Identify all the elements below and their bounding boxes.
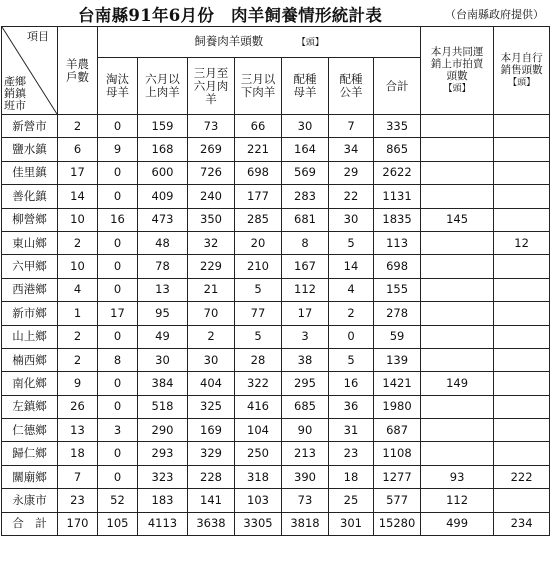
total-cell: 698 <box>374 255 421 278</box>
col-under-three-months: 三月以下肉羊 <box>235 58 282 115</box>
district-cell: 左鎮鄉 <box>2 395 58 418</box>
total-cell: 155 <box>374 278 421 301</box>
total-cell: 113 <box>374 231 421 254</box>
under-three-months-cell: 250 <box>235 442 282 465</box>
table-row <box>2 395 550 418</box>
coop-sales-cell <box>421 231 494 254</box>
total-cell: 15280 <box>374 512 421 535</box>
table-row <box>2 489 550 512</box>
over-six-months-cell: 384 <box>138 372 188 395</box>
under-three-months-cell: 698 <box>235 161 282 184</box>
breeding-rams-cell: 2 <box>329 302 374 325</box>
three-to-six-months-cell: 404 <box>188 372 235 395</box>
total-cell: 335 <box>374 115 421 138</box>
breeding-ewes-cell: 213 <box>282 442 329 465</box>
three-to-six-months-cell: 141 <box>188 489 235 512</box>
coop-sales-cell: 112 <box>421 489 494 512</box>
coop-sales-cell: 499 <box>421 512 494 535</box>
three-to-six-months-cell: 269 <box>188 138 235 161</box>
three-to-six-months-cell: 30 <box>188 348 235 371</box>
farmers-cell: 7 <box>58 465 98 488</box>
over-six-months-cell: 168 <box>138 138 188 161</box>
coop-sales-cell <box>421 395 494 418</box>
total-cell: 2622 <box>374 161 421 184</box>
title-row <box>0 0 550 26</box>
under-three-months-cell: 5 <box>235 325 282 348</box>
culled-ewes-cell: 0 <box>98 278 138 301</box>
under-three-months-cell: 77 <box>235 302 282 325</box>
breeding-rams-cell: 29 <box>329 161 374 184</box>
total-cell: 577 <box>374 489 421 512</box>
three-to-six-months-cell: 726 <box>188 161 235 184</box>
three-to-six-months-cell: 21 <box>188 278 235 301</box>
breeding-rams-cell: 14 <box>329 255 374 278</box>
breeding-ewes-cell: 30 <box>282 115 329 138</box>
under-three-months-cell: 285 <box>235 208 282 231</box>
farmers-cell: 26 <box>58 395 98 418</box>
breeding-rams-cell: 30 <box>329 208 374 231</box>
over-six-months-cell: 48 <box>138 231 188 254</box>
breeding-ewes-cell: 569 <box>282 161 329 184</box>
district-cell: 楠西鄉 <box>2 348 58 371</box>
coop-sales-cell <box>421 185 494 208</box>
col-breeding-rams: 配種公羊 <box>329 58 374 115</box>
district-cell: 南化鄉 <box>2 372 58 395</box>
culled-ewes-cell: 0 <box>98 115 138 138</box>
col-over-six-months: 六月以上肉羊 <box>138 58 188 115</box>
breeding-rams-cell: 301 <box>329 512 374 535</box>
breeding-rams-cell: 22 <box>329 185 374 208</box>
self-sales-cell <box>494 395 550 418</box>
col-breeding-ewes: 配種母羊 <box>282 58 329 115</box>
table-row <box>2 231 550 254</box>
district-cell: 東山鄉 <box>2 231 58 254</box>
breeding-rams-cell: 5 <box>329 348 374 371</box>
coop-sales-header: 本月共同運銷上市拍賣頭數 【頭】 <box>421 27 494 115</box>
table-body <box>2 115 550 536</box>
over-six-months-cell: 95 <box>138 302 188 325</box>
breeding-rams-cell: 31 <box>329 419 374 442</box>
breeding-rams-cell: 25 <box>329 489 374 512</box>
culled-ewes-cell: 0 <box>98 231 138 254</box>
coop-sales-cell <box>421 325 494 348</box>
district-cell: 新營市 <box>2 115 58 138</box>
group-header: 飼養肉羊頭數 【頭】 <box>98 27 421 58</box>
self-sales-cell: 12 <box>494 231 550 254</box>
table-row <box>2 161 550 184</box>
self-sales-cell <box>494 348 550 371</box>
culled-ewes-cell: 0 <box>98 255 138 278</box>
statistics-table <box>1 26 550 536</box>
farmers-header: 羊農戶數 <box>58 27 98 115</box>
table-row <box>2 255 550 278</box>
over-six-months-cell: 409 <box>138 185 188 208</box>
farmers-cell: 10 <box>58 208 98 231</box>
total-cell: 1131 <box>374 185 421 208</box>
three-to-six-months-cell: 329 <box>188 442 235 465</box>
under-three-months-cell: 221 <box>235 138 282 161</box>
breeding-rams-cell: 34 <box>329 138 374 161</box>
district-cell: 歸仁鄉 <box>2 442 58 465</box>
coop-sales-cell: 145 <box>421 208 494 231</box>
farmers-cell: 2 <box>58 115 98 138</box>
self-sales-cell <box>494 185 550 208</box>
corner-label-district: 產鄉 銷鎮 班市 <box>4 75 26 112</box>
culled-ewes-cell: 0 <box>98 395 138 418</box>
table-row <box>2 185 550 208</box>
under-three-months-cell: 210 <box>235 255 282 278</box>
farmers-cell: 2 <box>58 231 98 254</box>
coop-sales-cell <box>421 442 494 465</box>
breeding-rams-cell: 36 <box>329 395 374 418</box>
under-three-months-cell: 416 <box>235 395 282 418</box>
corner-label-item: 項目 <box>27 30 49 43</box>
under-three-months-cell: 318 <box>235 465 282 488</box>
over-six-months-cell: 293 <box>138 442 188 465</box>
farmers-cell: 2 <box>58 325 98 348</box>
three-to-six-months-cell: 240 <box>188 185 235 208</box>
three-to-six-months-cell: 73 <box>188 115 235 138</box>
breeding-rams-cell: 16 <box>329 372 374 395</box>
over-six-months-cell: 323 <box>138 465 188 488</box>
over-six-months-cell: 159 <box>138 115 188 138</box>
district-cell: 鹽水鎮 <box>2 138 58 161</box>
coop-sales-cell <box>421 115 494 138</box>
three-to-six-months-cell: 350 <box>188 208 235 231</box>
district-cell: 六甲鄉 <box>2 255 58 278</box>
district-cell: 永康市 <box>2 489 58 512</box>
farmers-cell: 6 <box>58 138 98 161</box>
under-three-months-cell: 3305 <box>235 512 282 535</box>
culled-ewes-cell: 17 <box>98 302 138 325</box>
over-six-months-cell: 49 <box>138 325 188 348</box>
breeding-ewes-cell: 283 <box>282 185 329 208</box>
self-sales-cell <box>494 489 550 512</box>
self-sales-cell: 222 <box>494 465 550 488</box>
district-cell: 仁德鄉 <box>2 419 58 442</box>
farmers-cell: 2 <box>58 348 98 371</box>
self-sales-cell <box>494 419 550 442</box>
total-cell: 1277 <box>374 465 421 488</box>
under-three-months-cell: 177 <box>235 185 282 208</box>
under-three-months-cell: 104 <box>235 419 282 442</box>
total-cell: 1980 <box>374 395 421 418</box>
three-to-six-months-cell: 325 <box>188 395 235 418</box>
self-sales-cell <box>494 115 550 138</box>
district-cell: 善化鎮 <box>2 185 58 208</box>
self-sales-cell <box>494 161 550 184</box>
three-to-six-months-cell: 70 <box>188 302 235 325</box>
total-cell: 59 <box>374 325 421 348</box>
total-cell: 139 <box>374 348 421 371</box>
culled-ewes-cell: 0 <box>98 161 138 184</box>
total-cell: 687 <box>374 419 421 442</box>
district-cell: 關廟鄉 <box>2 465 58 488</box>
farmers-cell: 1 <box>58 302 98 325</box>
three-to-six-months-cell: 228 <box>188 465 235 488</box>
breeding-ewes-cell: 3 <box>282 325 329 348</box>
table-row <box>2 138 550 161</box>
coop-sales-cell <box>421 419 494 442</box>
under-three-months-cell: 20 <box>235 231 282 254</box>
culled-ewes-cell: 0 <box>98 185 138 208</box>
district-cell: 佳里鎮 <box>2 161 58 184</box>
total-row <box>2 512 550 535</box>
self-sales-cell <box>494 278 550 301</box>
breeding-rams-cell: 4 <box>329 278 374 301</box>
self-sales-cell: 234 <box>494 512 550 535</box>
coop-sales-cell: 93 <box>421 465 494 488</box>
breeding-ewes-cell: 112 <box>282 278 329 301</box>
self-sales-cell <box>494 372 550 395</box>
culled-ewes-cell: 8 <box>98 348 138 371</box>
culled-ewes-cell: 0 <box>98 465 138 488</box>
total-cell: 278 <box>374 302 421 325</box>
culled-ewes-cell: 0 <box>98 372 138 395</box>
breeding-ewes-cell: 681 <box>282 208 329 231</box>
culled-ewes-cell: 0 <box>98 325 138 348</box>
under-three-months-cell: 103 <box>235 489 282 512</box>
culled-ewes-cell: 3 <box>98 419 138 442</box>
culled-ewes-cell: 52 <box>98 489 138 512</box>
over-six-months-cell: 290 <box>138 419 188 442</box>
breeding-ewes-cell: 685 <box>282 395 329 418</box>
table-row <box>2 325 550 348</box>
three-to-six-months-cell: 32 <box>188 231 235 254</box>
self-sales-cell <box>494 138 550 161</box>
breeding-ewes-cell: 3818 <box>282 512 329 535</box>
col-three-to-six-months: 三月至六月肉羊 <box>188 58 235 115</box>
over-six-months-cell: 30 <box>138 348 188 371</box>
under-three-months-cell: 66 <box>235 115 282 138</box>
total-cell: 1108 <box>374 442 421 465</box>
coop-sales-cell: 149 <box>421 372 494 395</box>
breeding-rams-cell: 7 <box>329 115 374 138</box>
coop-sales-cell <box>421 138 494 161</box>
culled-ewes-cell: 9 <box>98 138 138 161</box>
source-note: （台南縣政府提供） <box>445 8 544 21</box>
coop-sales-cell <box>421 302 494 325</box>
breeding-ewes-cell: 164 <box>282 138 329 161</box>
farmers-cell: 4 <box>58 278 98 301</box>
table-row <box>2 208 550 231</box>
total-cell: 1835 <box>374 208 421 231</box>
farmers-cell: 18 <box>58 442 98 465</box>
breeding-rams-cell: 18 <box>329 465 374 488</box>
coop-sales-cell <box>421 348 494 371</box>
culled-ewes-cell: 16 <box>98 208 138 231</box>
over-six-months-cell: 518 <box>138 395 188 418</box>
table-row <box>2 278 550 301</box>
table-row <box>2 115 550 138</box>
district-cell: 西港鄉 <box>2 278 58 301</box>
breeding-ewes-cell: 38 <box>282 348 329 371</box>
over-six-months-cell: 473 <box>138 208 188 231</box>
breeding-ewes-cell: 167 <box>282 255 329 278</box>
farmers-cell: 10 <box>58 255 98 278</box>
over-six-months-cell: 183 <box>138 489 188 512</box>
farmers-cell: 17 <box>58 161 98 184</box>
three-to-six-months-cell: 229 <box>188 255 235 278</box>
breeding-ewes-cell: 295 <box>282 372 329 395</box>
self-sales-cell <box>494 302 550 325</box>
self-sales-cell <box>494 208 550 231</box>
col-total: 合計 <box>374 58 421 115</box>
table-row <box>2 348 550 371</box>
self-sales-cell <box>494 325 550 348</box>
farmers-cell: 14 <box>58 185 98 208</box>
farmers-cell: 170 <box>58 512 98 535</box>
under-three-months-cell: 5 <box>235 278 282 301</box>
district-cell: 新市鄉 <box>2 302 58 325</box>
coop-sales-cell <box>421 255 494 278</box>
col-culled-ewes: 淘汰母羊 <box>98 58 138 115</box>
farmers-cell: 23 <box>58 489 98 512</box>
table-row <box>2 442 550 465</box>
table-row <box>2 465 550 488</box>
corner-header-cell <box>2 27 58 115</box>
coop-sales-cell <box>421 278 494 301</box>
breeding-ewes-cell: 390 <box>282 465 329 488</box>
over-six-months-cell: 13 <box>138 278 188 301</box>
three-to-six-months-cell: 2 <box>188 325 235 348</box>
breeding-ewes-cell: 17 <box>282 302 329 325</box>
total-cell: 865 <box>374 138 421 161</box>
self-sales-cell <box>494 255 550 278</box>
coop-sales-cell <box>421 161 494 184</box>
document-title: 台南縣91年6月份 肉羊飼養情形統計表 <box>78 6 383 25</box>
over-six-months-cell: 600 <box>138 161 188 184</box>
table-row <box>2 302 550 325</box>
self-sales-cell <box>494 442 550 465</box>
district-cell: 柳營鄉 <box>2 208 58 231</box>
over-six-months-cell: 78 <box>138 255 188 278</box>
table-row <box>2 372 550 395</box>
breeding-ewes-cell: 73 <box>282 489 329 512</box>
three-to-six-months-cell: 3638 <box>188 512 235 535</box>
culled-ewes-cell: 105 <box>98 512 138 535</box>
breeding-ewes-cell: 8 <box>282 231 329 254</box>
farmers-cell: 13 <box>58 419 98 442</box>
farmers-cell: 9 <box>58 372 98 395</box>
district-cell: 合 計 <box>2 512 58 535</box>
breeding-ewes-cell: 90 <box>282 419 329 442</box>
under-three-months-cell: 28 <box>235 348 282 371</box>
breeding-rams-cell: 0 <box>329 325 374 348</box>
self-sales-header: 本月自行銷售頭數 【頭】 <box>494 27 550 115</box>
total-cell: 1421 <box>374 372 421 395</box>
culled-ewes-cell: 0 <box>98 442 138 465</box>
under-three-months-cell: 322 <box>235 372 282 395</box>
district-cell: 山上鄉 <box>2 325 58 348</box>
breeding-rams-cell: 5 <box>329 231 374 254</box>
over-six-months-cell: 4113 <box>138 512 188 535</box>
three-to-six-months-cell: 169 <box>188 419 235 442</box>
breeding-rams-cell: 23 <box>329 442 374 465</box>
table-row <box>2 419 550 442</box>
